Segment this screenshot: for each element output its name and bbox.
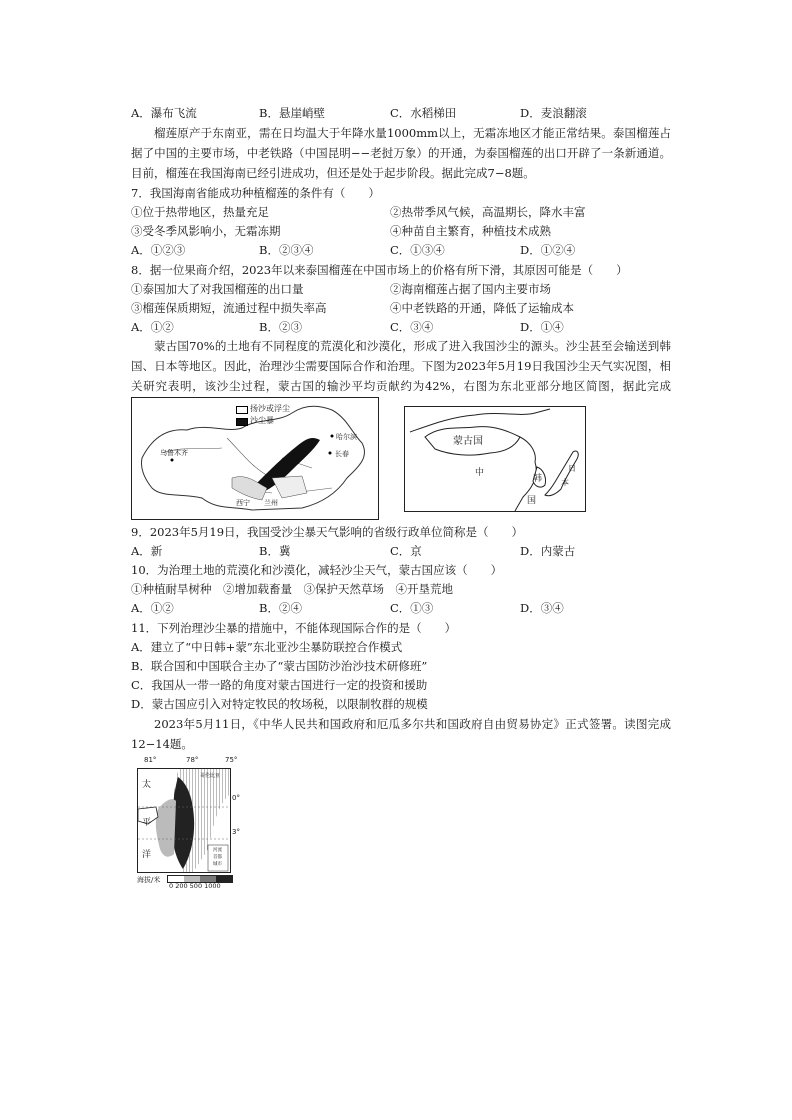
q11-option-b: B．联合国和中国联合主办了“蒙古国防沙治沙技术研修班” <box>131 659 428 673</box>
legend-capital: 首都 <box>213 855 222 860</box>
q7-item-2: ②热带季风气候，高温期长，降水丰富 <box>390 205 586 219</box>
northeast-asia-map <box>404 406 586 512</box>
passage-dust: 蒙古国70%的土地有不同程度的荒漠化和沙漠化，形成了进入我国沙尘的源头。沙尘甚至会输送到韩国、日本等地区。因此，治理沙尘需要国际合作和治理。下图为2023年5月19日我国沙尘天气实况图，相关研究表明，该沙尘过程，蒙古国的输沙平均贡献约为42%，右图为东北亚部分地区简图，据此完成 <box>131 339 671 393</box>
q8-option-c: C．③④ <box>390 320 434 334</box>
q10-option-b: B．②④ <box>259 601 302 615</box>
q11-option-c: C．我国从一带一路的角度对蒙古国进行一定的投资和援助 <box>131 678 428 692</box>
passage-ecuador: 2023年5月11日，《中华人民共和国政府和厄瓜多尔共和国政府自由贸易协定》正式签署。读图完成12−14题。 <box>131 717 671 751</box>
q10-option-c: C．①③ <box>390 601 434 615</box>
q6-option-c: C．水稻梯田 <box>390 106 457 120</box>
q8-option-a: A．①② <box>131 320 174 334</box>
city-urumqi: 乌鲁木齐 <box>160 449 188 457</box>
q7-option-c: C．①③④ <box>390 243 445 257</box>
legend-sandstorm: 沙尘暴 <box>250 416 274 425</box>
q8-item-4: ④中老铁路的开通，降低了运输成本 <box>390 301 574 315</box>
q9-stem: 9．2023年5月19日，我国受沙尘暴天气影响的省级行政单位简称是（ ） <box>131 525 524 539</box>
q6-option-d: D．麦浪翻滚 <box>520 106 587 120</box>
q8-option-b: B．②③ <box>259 320 302 334</box>
lon-75: 75° <box>225 756 238 764</box>
label-china-2: 国 <box>527 496 537 506</box>
q7-option-a: A．①②③ <box>131 243 186 257</box>
q9-option-a: A．新 <box>131 544 163 558</box>
city-harbin: 哈尔滨 <box>336 433 357 441</box>
ecuador-map <box>131 756 251 896</box>
legend-light-dust: 扬沙或浮尘 <box>250 404 290 413</box>
q7-option-d: D．①②④ <box>520 243 576 257</box>
q7-option-b: B．②③④ <box>259 243 314 257</box>
label-korea: 韩 <box>533 474 543 484</box>
q11-option-d: D．蒙古国应引入对特定牧民的牧场税，以限制牧群的规模 <box>131 697 428 711</box>
elevation-title: 海拔/米 <box>137 876 161 884</box>
q7-item-1: ①位于热带地区，热量充足 <box>131 205 269 219</box>
q9-option-c: C．京 <box>390 544 422 558</box>
q10-option-a: A．①② <box>131 601 174 615</box>
q11-stem: 11．下列治理沙尘暴的措施中，不能体现国际合作的是（ ） <box>131 621 457 635</box>
q10-items: ①种植耐旱树种 ②增加载畜量 ③保护天然草场 ④开垦荒地 <box>131 582 453 596</box>
label-colombia: 哥伦比亚 <box>200 773 221 779</box>
legend-city: 城市 <box>213 862 222 867</box>
q8-item-1: ①泰国加大了对我国榴莲的出口量 <box>131 282 304 296</box>
ocean-char-3: 洋 <box>142 850 152 860</box>
legend-river: 河流 <box>213 848 222 853</box>
lat-3: 3° <box>232 828 240 836</box>
q9-option-d: D．内蒙古 <box>520 544 576 558</box>
label-mongolia: 蒙古国 <box>453 436 483 447</box>
label-china-1: 中 <box>475 468 485 478</box>
q8-item-3: ③榴莲保质期短，流通过程中损失率高 <box>131 301 327 315</box>
q8-stem: 8．据一位果商介绍，2023年以来泰国榴莲在中国市场上的价格有所下滑，其原因可能是（ ） <box>131 263 628 277</box>
q8-item-2: ②海南榴莲占据了国内主要市场 <box>390 282 551 296</box>
ocean-char-1: 太 <box>142 780 152 790</box>
q10-stem: 10．为治理土地的荒漠化和沙漠化，减轻沙尘天气，蒙古国应该（ ） <box>131 563 503 577</box>
lat-0: 0° <box>232 794 240 802</box>
q6-option-b: B．悬崖峭壁 <box>259 106 325 120</box>
q9-option-b: B．冀 <box>259 544 291 558</box>
lon-81: 81° <box>144 756 157 764</box>
q6-option-a: A．瀑布飞流 <box>131 106 197 120</box>
city-xining: 西宁 <box>236 499 250 507</box>
elevation-ticks: 0 200 500 1000 <box>169 882 221 890</box>
q8-option-d: D．①④ <box>520 320 564 334</box>
label-japan-1: 日 <box>568 464 576 473</box>
q10-option-d: D．③④ <box>520 601 564 615</box>
q7-item-4: ④种苗自主繁育，种植技术成熟 <box>390 224 551 238</box>
passage-durian: 榴莲原产于东南亚，需在日均温大于年降水量1000mm以上，无霜冻地区才能正常结果。泰国榴莲占据了中国的主要市场，中老铁路（中国昆明−−老挝万象）的开通，为泰国榴莲的出口开辟了一条新通道。目前，榴莲在我国海南已经引进成功，但还是处于起步阶段。据此完成7−8题。 <box>131 126 671 180</box>
lon-78: 78° <box>186 756 199 764</box>
q7-stem: 7．我国海南省能成功种植榴莲的条件有（ ） <box>131 186 380 200</box>
ocean-char-2: 平 <box>142 818 152 828</box>
label-japan-2: 本 <box>561 478 569 487</box>
dust-weather-map <box>131 397 379 520</box>
q11-option-a: A．建立了“中日韩+蒙”东北亚沙尘暴防联控合作模式 <box>131 640 403 654</box>
city-changchun: 长春 <box>335 450 349 458</box>
q7-item-3: ③受冬季风影响小，无霜冻期 <box>131 224 281 238</box>
city-lanzhou: 兰州 <box>264 499 278 507</box>
